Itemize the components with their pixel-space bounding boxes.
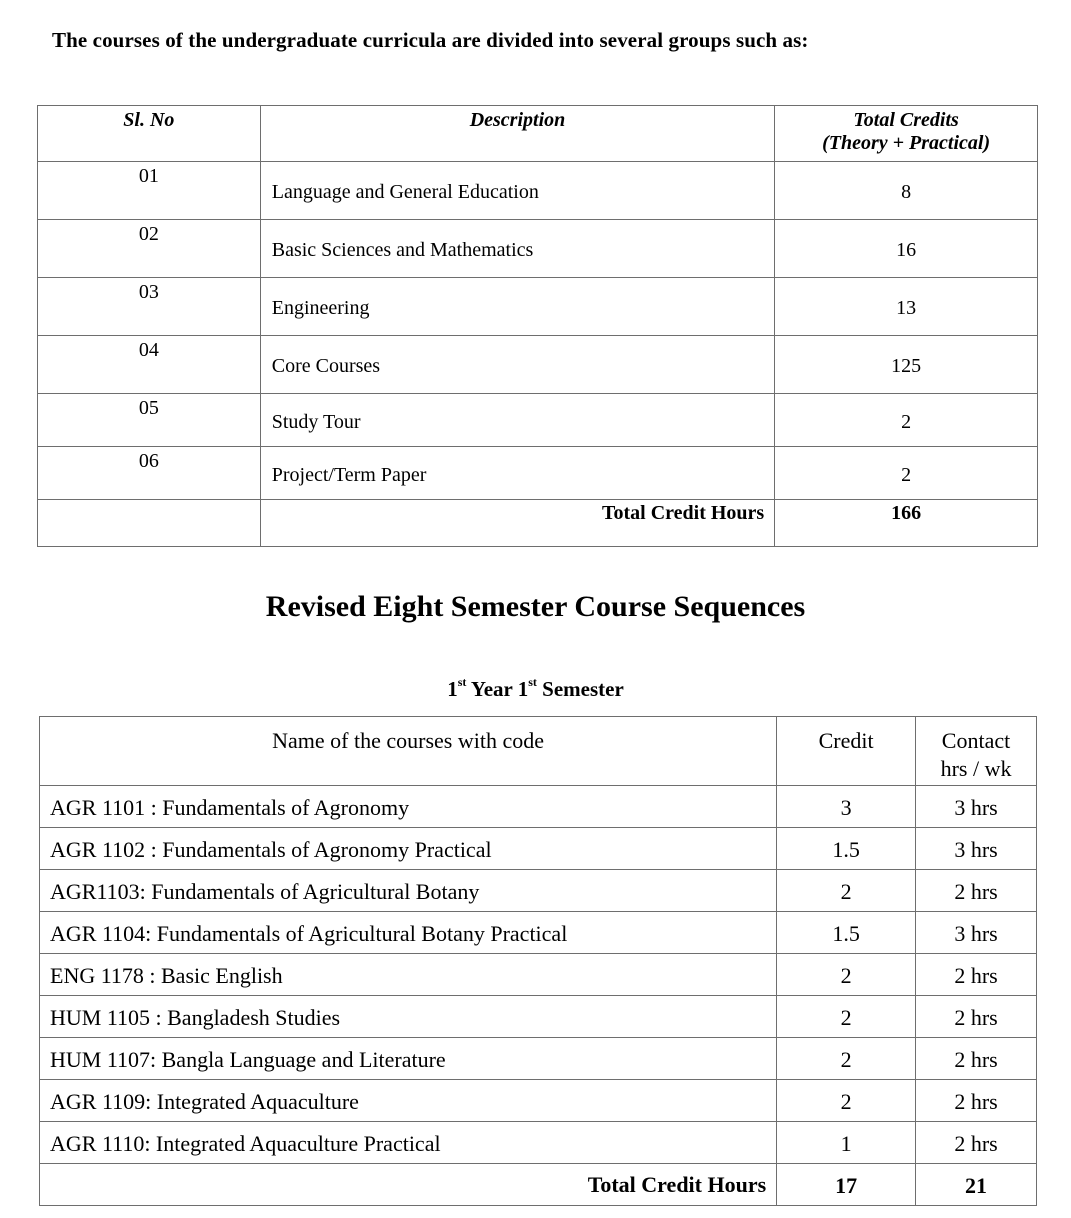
header-total-credits-line2: (Theory + Practical) bbox=[822, 132, 991, 154]
intro-text: The courses of the undergraduate curricula are divided into several groups such as: bbox=[52, 28, 809, 52]
header-contact-line1: Contact bbox=[941, 728, 1011, 753]
total-empty-cell bbox=[38, 500, 261, 547]
header-credit: Credit bbox=[777, 717, 916, 786]
course-name: HUM 1107: Bangla Language and Literature bbox=[40, 1038, 777, 1080]
course-contact-hours: 2 hrs bbox=[916, 954, 1037, 996]
course-contact-hours: 2 hrs bbox=[916, 1122, 1037, 1164]
table-row bbox=[38, 336, 1038, 394]
total-row bbox=[40, 1164, 1037, 1206]
course-credit: 1.5 bbox=[777, 912, 916, 954]
sl-no: 02 bbox=[38, 220, 261, 278]
credits: 125 bbox=[775, 336, 1038, 394]
credits: 2 bbox=[775, 394, 1038, 447]
table-row bbox=[40, 786, 1037, 828]
semester-word: Semester bbox=[536, 677, 624, 701]
table-row bbox=[38, 162, 1038, 220]
table-row bbox=[38, 278, 1038, 336]
table-row bbox=[38, 220, 1038, 278]
year-word: Year bbox=[466, 677, 518, 701]
header-course-name: Name of the courses with code bbox=[40, 717, 777, 786]
course-contact-hours: 3 hrs bbox=[916, 828, 1037, 870]
semester-number: 1 bbox=[517, 677, 529, 701]
description: Language and General Education bbox=[260, 162, 774, 220]
semester-title bbox=[0, 677, 1071, 702]
sl-no: 01 bbox=[38, 162, 261, 220]
course-name: AGR 1109: Integrated Aquaculture bbox=[40, 1080, 777, 1122]
table-row bbox=[40, 996, 1037, 1038]
table-row bbox=[40, 912, 1037, 954]
credits: 2 bbox=[775, 447, 1038, 500]
header-total-credits bbox=[775, 106, 1038, 162]
header-contact-hours bbox=[916, 717, 1037, 786]
credits: 13 bbox=[775, 278, 1038, 336]
table-row bbox=[38, 447, 1038, 500]
course-contact-hours: 2 hrs bbox=[916, 996, 1037, 1038]
header-total-credits-line1: Total Credits bbox=[853, 109, 959, 131]
sl-no: 05 bbox=[38, 394, 261, 447]
course-name: ENG 1178 : Basic English bbox=[40, 954, 777, 996]
total-label: Total Credit Hours bbox=[40, 1164, 777, 1206]
table-row bbox=[40, 1038, 1037, 1080]
sl-no: 03 bbox=[38, 278, 261, 336]
semester-courses-table bbox=[39, 716, 1037, 1206]
description: Project/Term Paper bbox=[260, 447, 774, 500]
total-value: 166 bbox=[775, 500, 1038, 547]
course-credit: 1 bbox=[777, 1122, 916, 1164]
table-row bbox=[40, 1080, 1037, 1122]
description: Study Tour bbox=[260, 394, 774, 447]
course-name: AGR 1102 : Fundamentals of Agronomy Practical bbox=[40, 828, 777, 870]
course-name: AGR 1101 : Fundamentals of Agronomy bbox=[40, 786, 777, 828]
semester-ordinal: st bbox=[528, 675, 537, 689]
course-contact-hours: 3 hrs bbox=[916, 786, 1037, 828]
total-contact-hours: 21 bbox=[916, 1164, 1037, 1206]
course-credit: 2 bbox=[777, 1038, 916, 1080]
course-contact-hours: 2 hrs bbox=[916, 870, 1037, 912]
course-credit: 3 bbox=[777, 786, 916, 828]
total-row bbox=[38, 500, 1038, 547]
course-groups-table bbox=[37, 105, 1038, 547]
description: Engineering bbox=[260, 278, 774, 336]
section-title: Revised Eight Semester Course Sequences bbox=[265, 590, 806, 623]
course-name: HUM 1105 : Bangladesh Studies bbox=[40, 996, 777, 1038]
course-name: AGR1103: Fundamentals of Agricultural Botany bbox=[40, 870, 777, 912]
header-contact-line2: hrs / wk bbox=[940, 756, 1012, 781]
table-row bbox=[40, 1122, 1037, 1164]
total-credit: 17 bbox=[777, 1164, 916, 1206]
year-number: 1 bbox=[447, 677, 458, 701]
total-label: Total Credit Hours bbox=[260, 500, 774, 547]
credits: 8 bbox=[775, 162, 1038, 220]
course-credit: 2 bbox=[777, 870, 916, 912]
table-row bbox=[38, 394, 1038, 447]
course-contact-hours: 3 hrs bbox=[916, 912, 1037, 954]
course-credit: 2 bbox=[777, 996, 916, 1038]
header-sl-no: Sl. No bbox=[38, 106, 261, 162]
year-ordinal: st bbox=[457, 675, 467, 689]
table-row bbox=[40, 954, 1037, 996]
course-credit: 2 bbox=[777, 954, 916, 996]
table-header-row bbox=[38, 106, 1038, 162]
course-credit: 2 bbox=[777, 1080, 916, 1122]
sl-no: 04 bbox=[38, 336, 261, 394]
course-contact-hours: 2 hrs bbox=[916, 1038, 1037, 1080]
table-row bbox=[40, 828, 1037, 870]
header-description: Description bbox=[260, 106, 774, 162]
course-contact-hours: 2 hrs bbox=[916, 1080, 1037, 1122]
sl-no: 06 bbox=[38, 447, 261, 500]
course-name: AGR 1110: Integrated Aquaculture Practical bbox=[40, 1122, 777, 1164]
credits: 16 bbox=[775, 220, 1038, 278]
description: Core Courses bbox=[260, 336, 774, 394]
course-name: AGR 1104: Fundamentals of Agricultural Botany Practical bbox=[40, 912, 777, 954]
description: Basic Sciences and Mathematics bbox=[260, 220, 774, 278]
table-header-row bbox=[40, 717, 1037, 786]
course-credit: 1.5 bbox=[777, 828, 916, 870]
table-row bbox=[40, 870, 1037, 912]
